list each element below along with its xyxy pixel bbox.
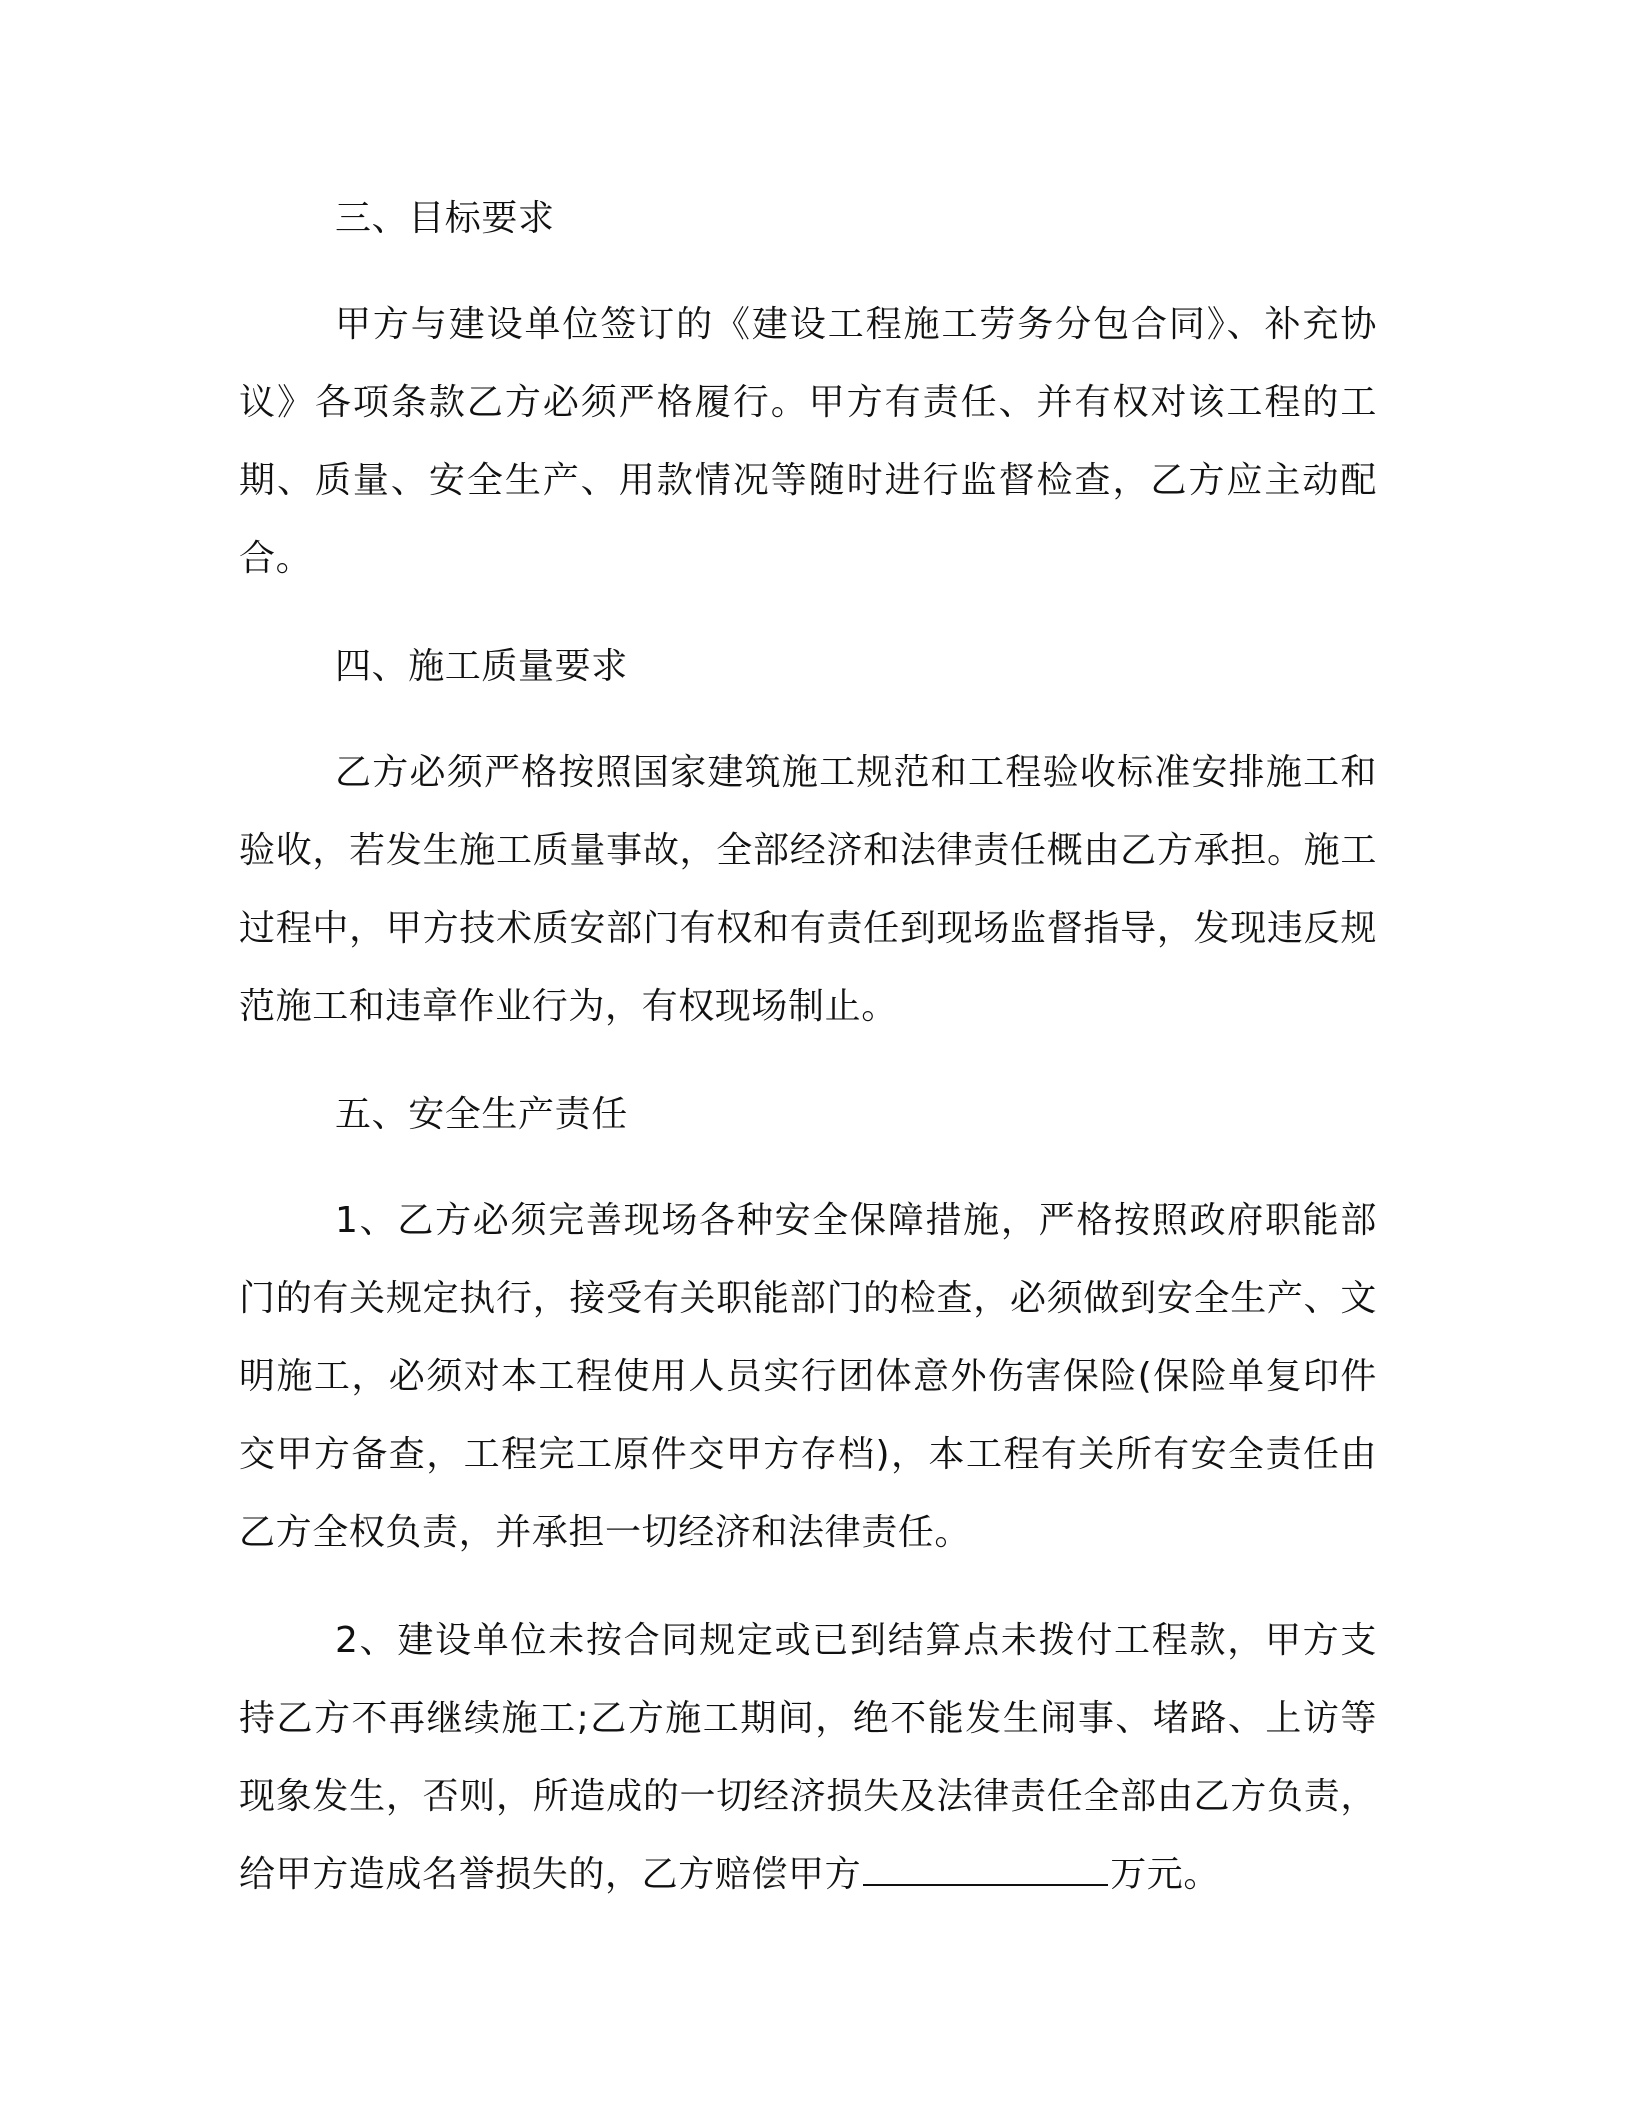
- section-5-item-2: [239, 1602, 1377, 1914]
- section-4-heading: 四、施工质量要求: [335, 646, 628, 687]
- compensation-amount-blank: [863, 1854, 1108, 1886]
- section-5-item-1: 1、乙方必须完善现场各种安全保障措施，严格按照政府职能部门的有关规定执行，接受有关职能部门的检查，必须做到安全生产、文明施工，必须对本工程使用人员实行团体意外伤害保险(保险单复印件交甲方备查，工程完工原件交甲方存档)，本工程有关所有安全责任由乙方全权负责，并承担一切经济和法律责任。: [239, 1200, 1377, 1553]
- item-2-text: 2、建设单位未按合同规定或已到结算点未拨付工程款，甲方支持乙方不再继续施工;乙方施工期间，绝不能发生闹事、堵路、上访等现象发生，否则，所造成的一切经济损失及法律责任全部由乙方负责，给甲方造成名誉损失的，乙方赔偿甲方: [239, 1620, 1377, 1895]
- section-5-heading: 五、安全生产责任: [335, 1094, 628, 1135]
- document-body: [239, 180, 1377, 1914]
- section-3-paragraph: 甲方与建设单位签订的《建设工程施工劳务分包合同》、补充协议》各项条款乙方必须严格履行。甲方有责任、并有权对该工程的工期、质量、安全生产、用款情况等随时进行监督检查，乙方应主动配合。: [239, 304, 1377, 579]
- section-3-heading: 三、目标要求: [335, 198, 555, 239]
- item-2-unit: 万元。: [1110, 1854, 1221, 1895]
- section-4-paragraph: 乙方必须严格按照国家建筑施工规范和工程验收标准安排施工和验收，若发生施工质量事故，全部经济和法律责任概由乙方承担。施工过程中，甲方技术质安部门有权和有责任到现场监督指导，发现违反规范施工和违章作业行为，有权现场制止。: [239, 752, 1377, 1027]
